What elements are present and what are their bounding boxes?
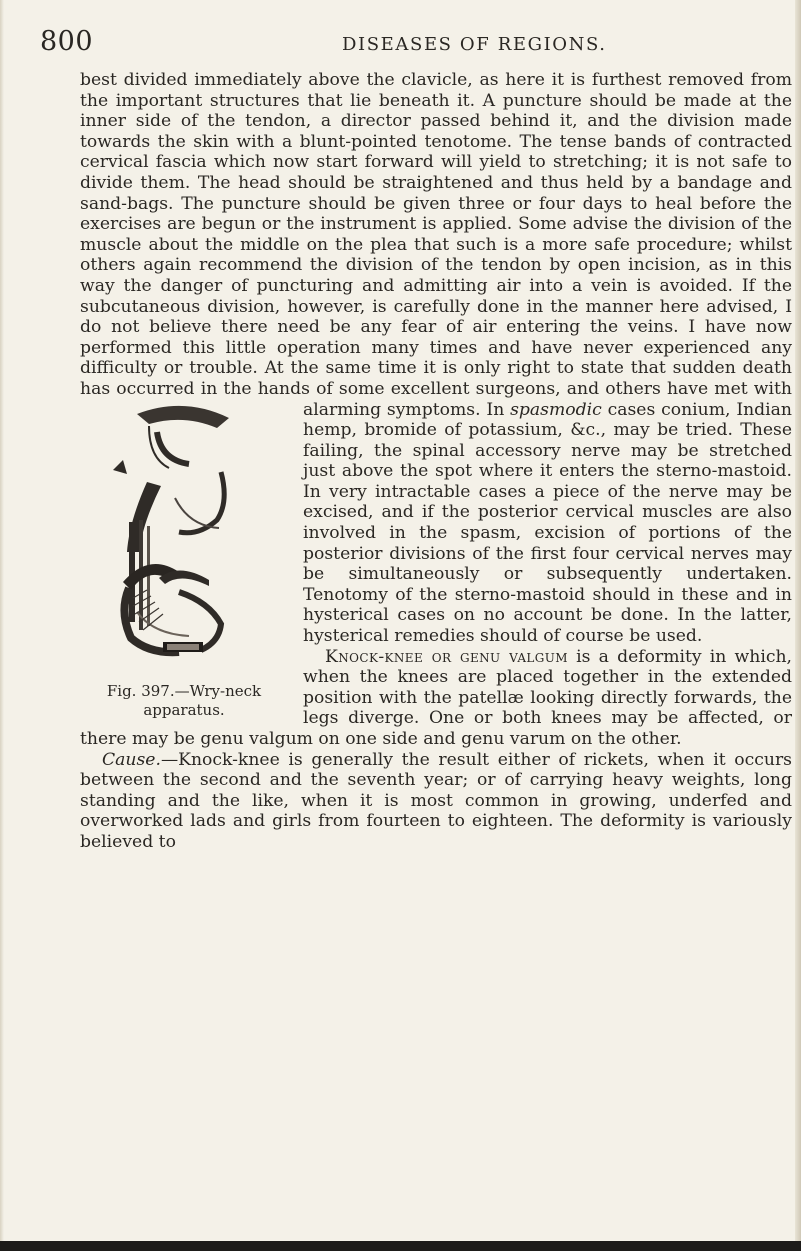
- head-strap: [137, 405, 229, 427]
- body-text: [80, 70, 792, 853]
- section-heading-knock-knee: Knock-knee or genu valgum: [325, 646, 568, 667]
- paragraph-text: best divided immediately above the clavicle, as here it is furthest removed from the important structures that lie beneath it. A puncture should be made at the inner side of the tendon, a director passed behind it, and the division made towards the skin with a blunt-pointed tenotome. The tense bands of contracted cervical fascia which now start forward will yield to stretching; it is not safe to divide them. The head should be straightened and thus held by a bandage and sand-bags. The puncture should be given three or four days to heal before the exercises are begun or the instrument is applied. Some advise the division of the muscle about the middle on the plea that such is a more safe procedure; whilst others again recommend the division of the tendon by open incision, as in this way the danger of puncturing and admitting air into a vein is avoided. If the subcutaneous division, however, is carefully done in the manner here advised, I do not believe there need be any fear of air entering the veins. I have now performed this little operation many times and have never experienced any difficulty or trouble. At the same time it is only right to state that sudden death has occurred in the hands of some excellent surgeons, and others have met with alarming symptoms. In: [80, 70, 792, 420]
- page-edge: [795, 0, 801, 1251]
- italic-term-spasmodic: spasmodic: [510, 399, 602, 420]
- subheading-cause: Cause.: [102, 749, 161, 770]
- page-number: 800: [40, 26, 94, 57]
- page-header: [40, 26, 760, 60]
- wry-neck-apparatus-illustration: [109, 402, 259, 667]
- caption-line-2: apparatus.: [143, 700, 225, 719]
- scan-bottom-border: [0, 1241, 801, 1251]
- figure-wry-neck-apparatus: [75, 402, 293, 726]
- running-head: DISEASES OF REGIONS.: [342, 34, 607, 55]
- paragraph-cause: [80, 750, 792, 853]
- caption-line-1: Fig. 397.—Wry-neck: [106, 681, 262, 700]
- paragraph-text-continued: cases conium, Indian hemp, bromide of potassium, &c., may be tried. These failing, the spinal accessory nerve may be stretched just above the spot where it enters the sterno-mastoid. In very intractable cases a piece of the nerve may be excised, and if the posterior cervical muscles are also involved in the spasm, excision of portions of the posterior divisions of the first four cervical nerves may be simultaneously or subsequently undertaken. Tenotomy of the sterno-mastoid should in these and in hysterical cases on no account be done. In the latter, hysterical remedies should of course be used.: [303, 399, 792, 647]
- figure-caption: [75, 682, 293, 720]
- paragraph-text: —Knock-knee is generally the result either of rickets, when it occurs between the second and the seventh year; or of carrying heavy weights, long standing and the like, when it is most common in growing, underfed and overworked lads and girls from fourteen to eighteen. The deformity is variously believed to: [80, 749, 792, 852]
- paragraph-text: is a deformity in which, when the knees are placed together in the extended position with the patellæ looking directly forwards, the legs diverge. One or both knees may be affected, or there may be genu valgum on one side and genu varum on the other.: [80, 646, 792, 749]
- page-gutter-shadow: [0, 0, 4, 1251]
